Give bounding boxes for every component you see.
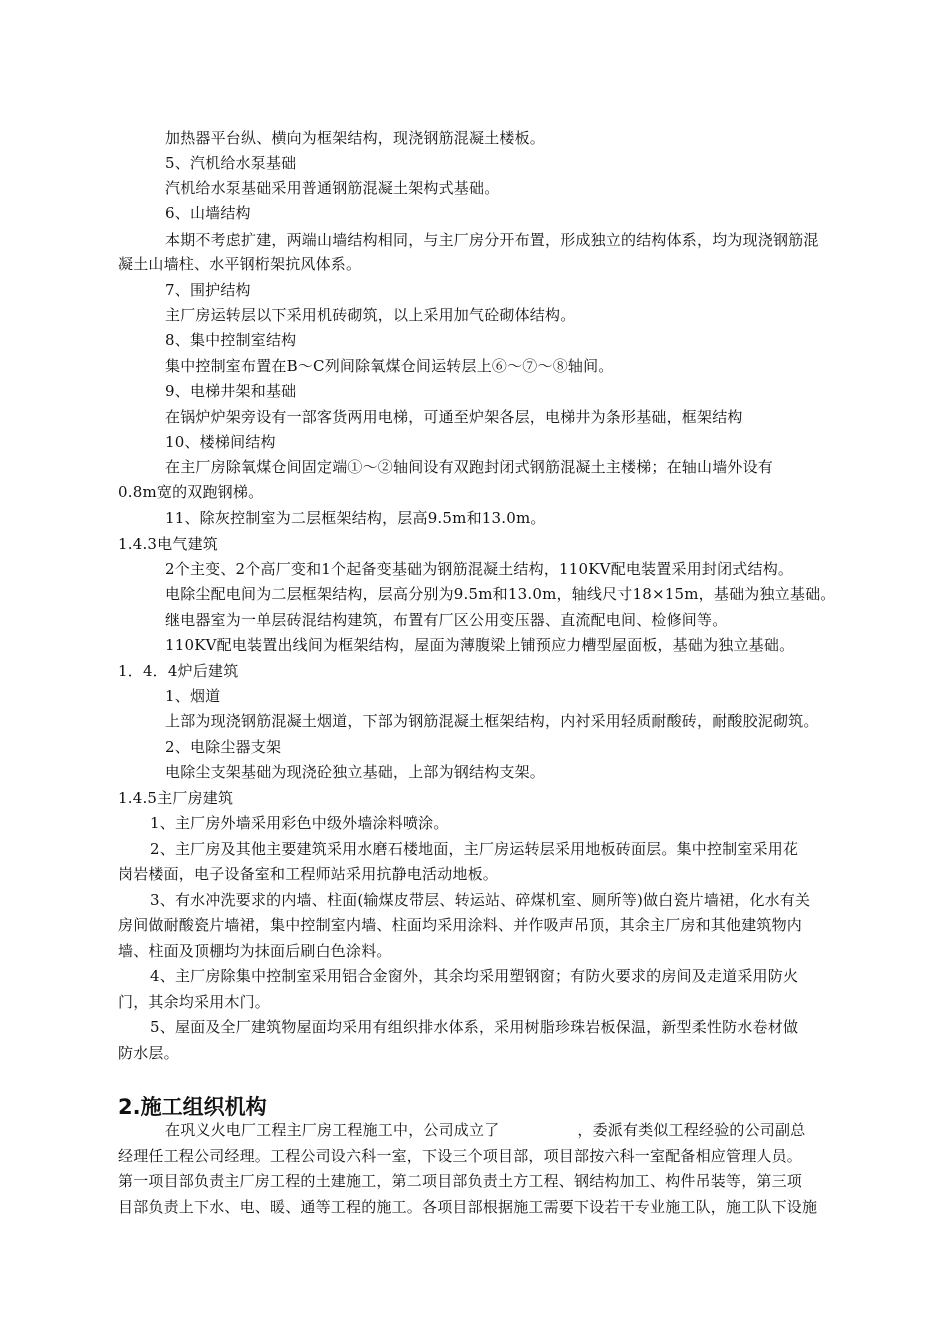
text-line: 5、屋面及全厂建筑物屋面均采用有组织排水体系，采用树脂珍珠岩板保温，新型柔性防水卷材做 — [150, 1018, 799, 1036]
paragraph-text: 在巩义火电厂工程主厂房工程施工中，公司成立了 — [165, 1121, 500, 1139]
text-line: 汽机给水泵基础采用普通钢筋混凝土架构式基础。 — [165, 179, 500, 197]
paragraph-line: 目部负责上下水、电、暖、通等工程的施工。各项目部根据施工需要下设若干专业施工队，施工队下设施 — [118, 1198, 818, 1216]
text-line: 继电器室为一单层砖混结构建筑，布置有厂区公用变压器、直流配电间、检修间等。 — [165, 611, 728, 629]
text-line: 加热器平台纵、横向为框架结构，现浇钢筋混凝土楼板。 — [165, 129, 546, 147]
section-heading: 2.施工组织机构 — [118, 1095, 267, 1119]
item-heading: 7、围护结构 — [165, 281, 251, 299]
text-line: 1、主厂房外墙采用彩色中级外墙涂料喷涂。 — [150, 814, 449, 832]
text-line: 房间做耐酸瓷片墙裙，集中控制室内墙、柱面均采用涂料、并作吸声吊顶，其余主厂房和其他建筑物内 — [118, 916, 803, 934]
text-line: 110KV配电装置出线间为框架结构，屋面为薄腹梁上铺预应力槽型屋面板，基础为独立基础。 — [165, 636, 795, 654]
text-line: 防水层。 — [118, 1044, 179, 1062]
paragraph-text: ，委派有类似工程经验的公司副总 — [577, 1121, 806, 1139]
subsection-heading: 1.4.5主厂房建筑 — [118, 789, 234, 807]
text-line: 上部为现浇钢筋混凝土烟道，下部为钢筋混凝土框架结构，内衬采用轻质耐酸砖，耐酸胶泥砌筑。 — [165, 712, 819, 730]
text-line: 墙、柱面及顶棚均为抹面后刷白色涂料。 — [118, 942, 392, 960]
paragraph-line — [165, 1120, 805, 1140]
text-line: 主厂房运转层以下采用机砖砌筑，以上采用加气砼砌体结构。 — [165, 306, 576, 324]
text-line: 在主厂房除氧煤仓间固定端①～②轴间设有双跑封闭式钢筋混凝土主楼梯；在轴山墙外设有 — [165, 458, 774, 476]
text-line: 电除尘配电间为二层框架结构，层高分别为9.5m和13.0m，轴线尺寸18×15m，基础为独立基础。 — [165, 585, 836, 603]
item-heading: 1、烟道 — [165, 687, 221, 705]
item-heading: 5、汽机给水泵基础 — [165, 154, 297, 172]
subsection-heading: 1．4．4炉后建筑 — [118, 662, 239, 680]
item-heading: 9、电梯井架和基础 — [165, 382, 297, 400]
text-line: 凝土山墙柱、水平钢桁架抗风体系。 — [118, 255, 362, 273]
text-line: 本期不考虑扩建，两端山墙结构相同，与主厂房分开布置，形成独立的结构体系，均为现浇钢筋混 — [165, 231, 819, 249]
text-line: 4、主厂房除集中控制室采用铝合金窗外，其余均采用塑钢窗；有防火要求的房间及走道采用防火 — [150, 967, 799, 985]
text-line: 岗岩楼面，电子设备室和工程师站采用抗静电活动地板。 — [118, 865, 499, 883]
item-heading: 8、集中控制室结构 — [165, 331, 297, 349]
text-line: 集中控制室布置在B～C列间除氧煤仓间运转层上⑥～⑦～⑧轴间。 — [165, 357, 614, 375]
item-heading: 6、山墙结构 — [165, 204, 251, 222]
text-line: 在锅炉炉架旁设有一部客货两用电梯，可通至炉架各层，电梯井为条形基础，框架结构 — [165, 408, 743, 426]
subsection-heading: 1.4.3电气建筑 — [118, 535, 218, 553]
text-line: 2、主厂房及其他主要建筑采用水磨石楼地面，主厂房运转层采用地板砖面层。集中控制室采用花 — [150, 840, 799, 858]
paragraph-line: 经理任工程公司经理。工程公司设六科一室，下设三个项目部，项目部按六科一室配备相应管理人员。 — [118, 1147, 803, 1165]
item-heading: 10、楼梯间结构 — [165, 433, 276, 451]
text-line: 3、有水冲洗要求的内墙、柱面(输煤皮带层、转运站、碎煤机室、厕所等)做白瓷片墙裙，化水有关 — [150, 891, 811, 909]
item-heading: 2、电除尘器支架 — [165, 738, 282, 756]
text-line: 0.8m宽的双跑钢梯。 — [118, 483, 264, 501]
text-line: 2个主变、2个高厂变和1个起备变基础为钢筋混凝土结构，110KV配电装置采用封闭式结构。 — [165, 560, 794, 578]
text-line: 电除尘支架基础为现浇砼独立基础，上部为钢结构支架。 — [165, 763, 546, 781]
text-line: 11、除灰控制室为二层框架结构，层高9.5m和13.0m。 — [165, 509, 546, 527]
text-line: 门，其余均采用木门。 — [118, 993, 271, 1011]
paragraph-line: 第一项目部负责主厂房工程的土建施工，第二项目部负责土方工程、钢结构加工、构件吊装等，第三项 — [118, 1172, 803, 1190]
